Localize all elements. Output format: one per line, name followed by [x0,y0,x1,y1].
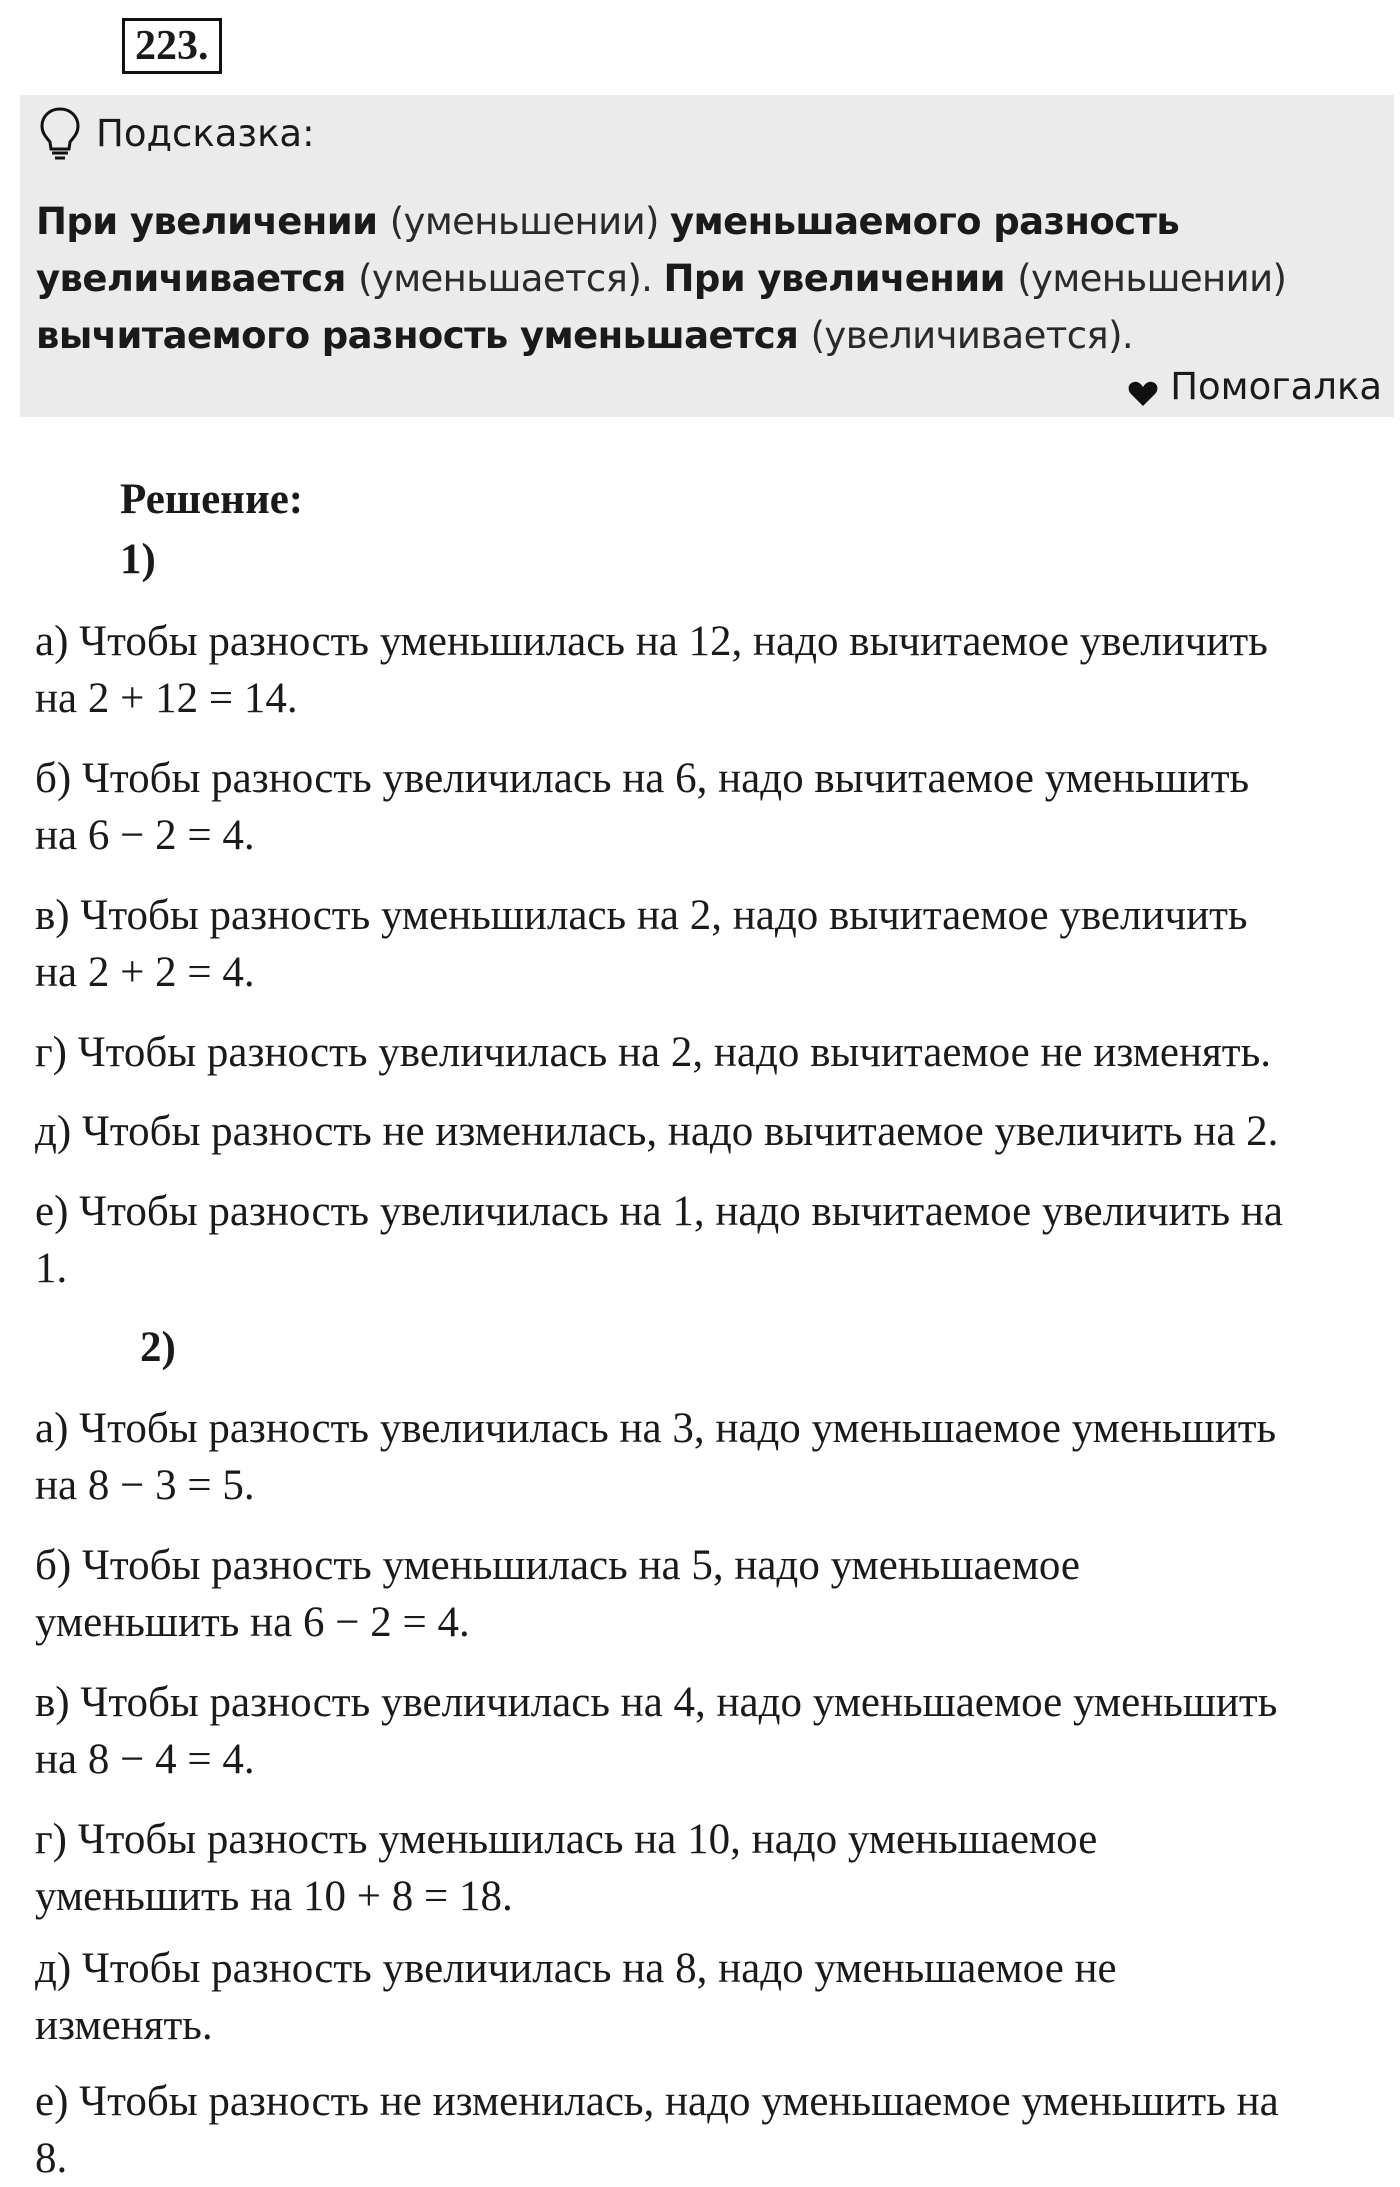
item-line: уменьшить на 6 − 2 = 4. [35,1599,470,1646]
item-line: на 8 − 3 = 5. [35,1462,255,1509]
hint-segment: уменьшаемого разность увеличивается [36,200,1180,300]
hint-segment: При увеличении [36,200,390,243]
heart-icon [1128,373,1158,400]
solution-item [35,1811,1395,1925]
task-number: 223. [122,18,222,74]
hint-segment: (увеличивается). [810,314,1134,357]
hint-segment: При увеличении [663,257,1018,300]
solution-item [35,1183,1395,1297]
solution-item [35,1537,1395,1651]
part-1-label: 1) [120,536,156,583]
item-line: б) Чтобы разность увеличилась на 6, надо вычитаемое уменьшить [35,755,1250,802]
hint-segment: вычитаемого разность уменьшается [36,314,811,357]
item-line: г) Чтобы разность уменьшилась на 10, надо уменьшаемое [35,1816,1098,1863]
hint-text [36,193,1376,364]
solution-item [35,1400,1395,1514]
item-line: д) Чтобы разность увеличилась на 8, надо уменьшаемое не [35,1945,1117,1992]
item-line: 8. [35,2135,68,2182]
item-line: на 2 + 2 = 4. [35,949,255,996]
item-line: уменьшить на 10 + 8 = 18. [35,1873,513,1920]
solution-item [35,613,1395,727]
hint-segment: (уменьшении) [1017,257,1287,300]
item-line: г) Чтобы разность увеличилась на 2, надо вычитаемое не изменять. [35,1029,1271,1076]
item-line: 1. [35,1245,68,1292]
solution-item [35,1024,1395,1081]
hint-box [20,95,1394,417]
hint-segment: (уменьшении) [389,200,671,243]
item-line: е) Чтобы разность увеличилась на 1, надо вычитаемое увеличить на [35,1188,1283,1235]
brand-link[interactable] [1128,361,1382,411]
item-line: в) Чтобы разность уменьшилась на 2, надо вычитаемое увеличить [35,892,1248,939]
lightbulb-icon [38,105,82,161]
solution-item [35,1940,1395,2054]
part-2-label: 2) [140,1324,176,1371]
hint-title: Подсказка: [96,111,315,155]
item-line: на 2 + 12 = 14. [35,675,298,722]
item-line: изменять. [35,2002,213,2049]
solution-item [35,2073,1395,2187]
item-line: д) Чтобы разность не изменилась, надо вычитаемое увеличить на 2. [35,1108,1279,1155]
item-line: на 6 − 2 = 4. [35,812,255,859]
item-line: на 8 − 4 = 4. [35,1736,255,1783]
item-line: а) Чтобы разность уменьшилась на 12, надо вычитаемое увеличить [35,618,1268,665]
item-line: а) Чтобы разность увеличилась на 3, надо уменьшаемое уменьшить [35,1405,1277,1452]
brand-label: Помогалка [1170,364,1382,408]
item-line: в) Чтобы разность увеличилась на 4, надо уменьшаемое уменьшить [35,1679,1278,1726]
hint-header [38,103,315,163]
solution-item [35,750,1395,864]
solution-title: Решение: [120,476,304,523]
item-line: е) Чтобы разность не изменилась, надо уменьшаемое уменьшить на [35,2078,1279,2125]
solution-item [35,1103,1395,1160]
item-line: б) Чтобы разность уменьшилась на 5, надо уменьшаемое [35,1542,1081,1589]
solution-item [35,1674,1395,1788]
hint-segment: (уменьшается). [358,257,664,300]
solution-item [35,887,1395,1001]
